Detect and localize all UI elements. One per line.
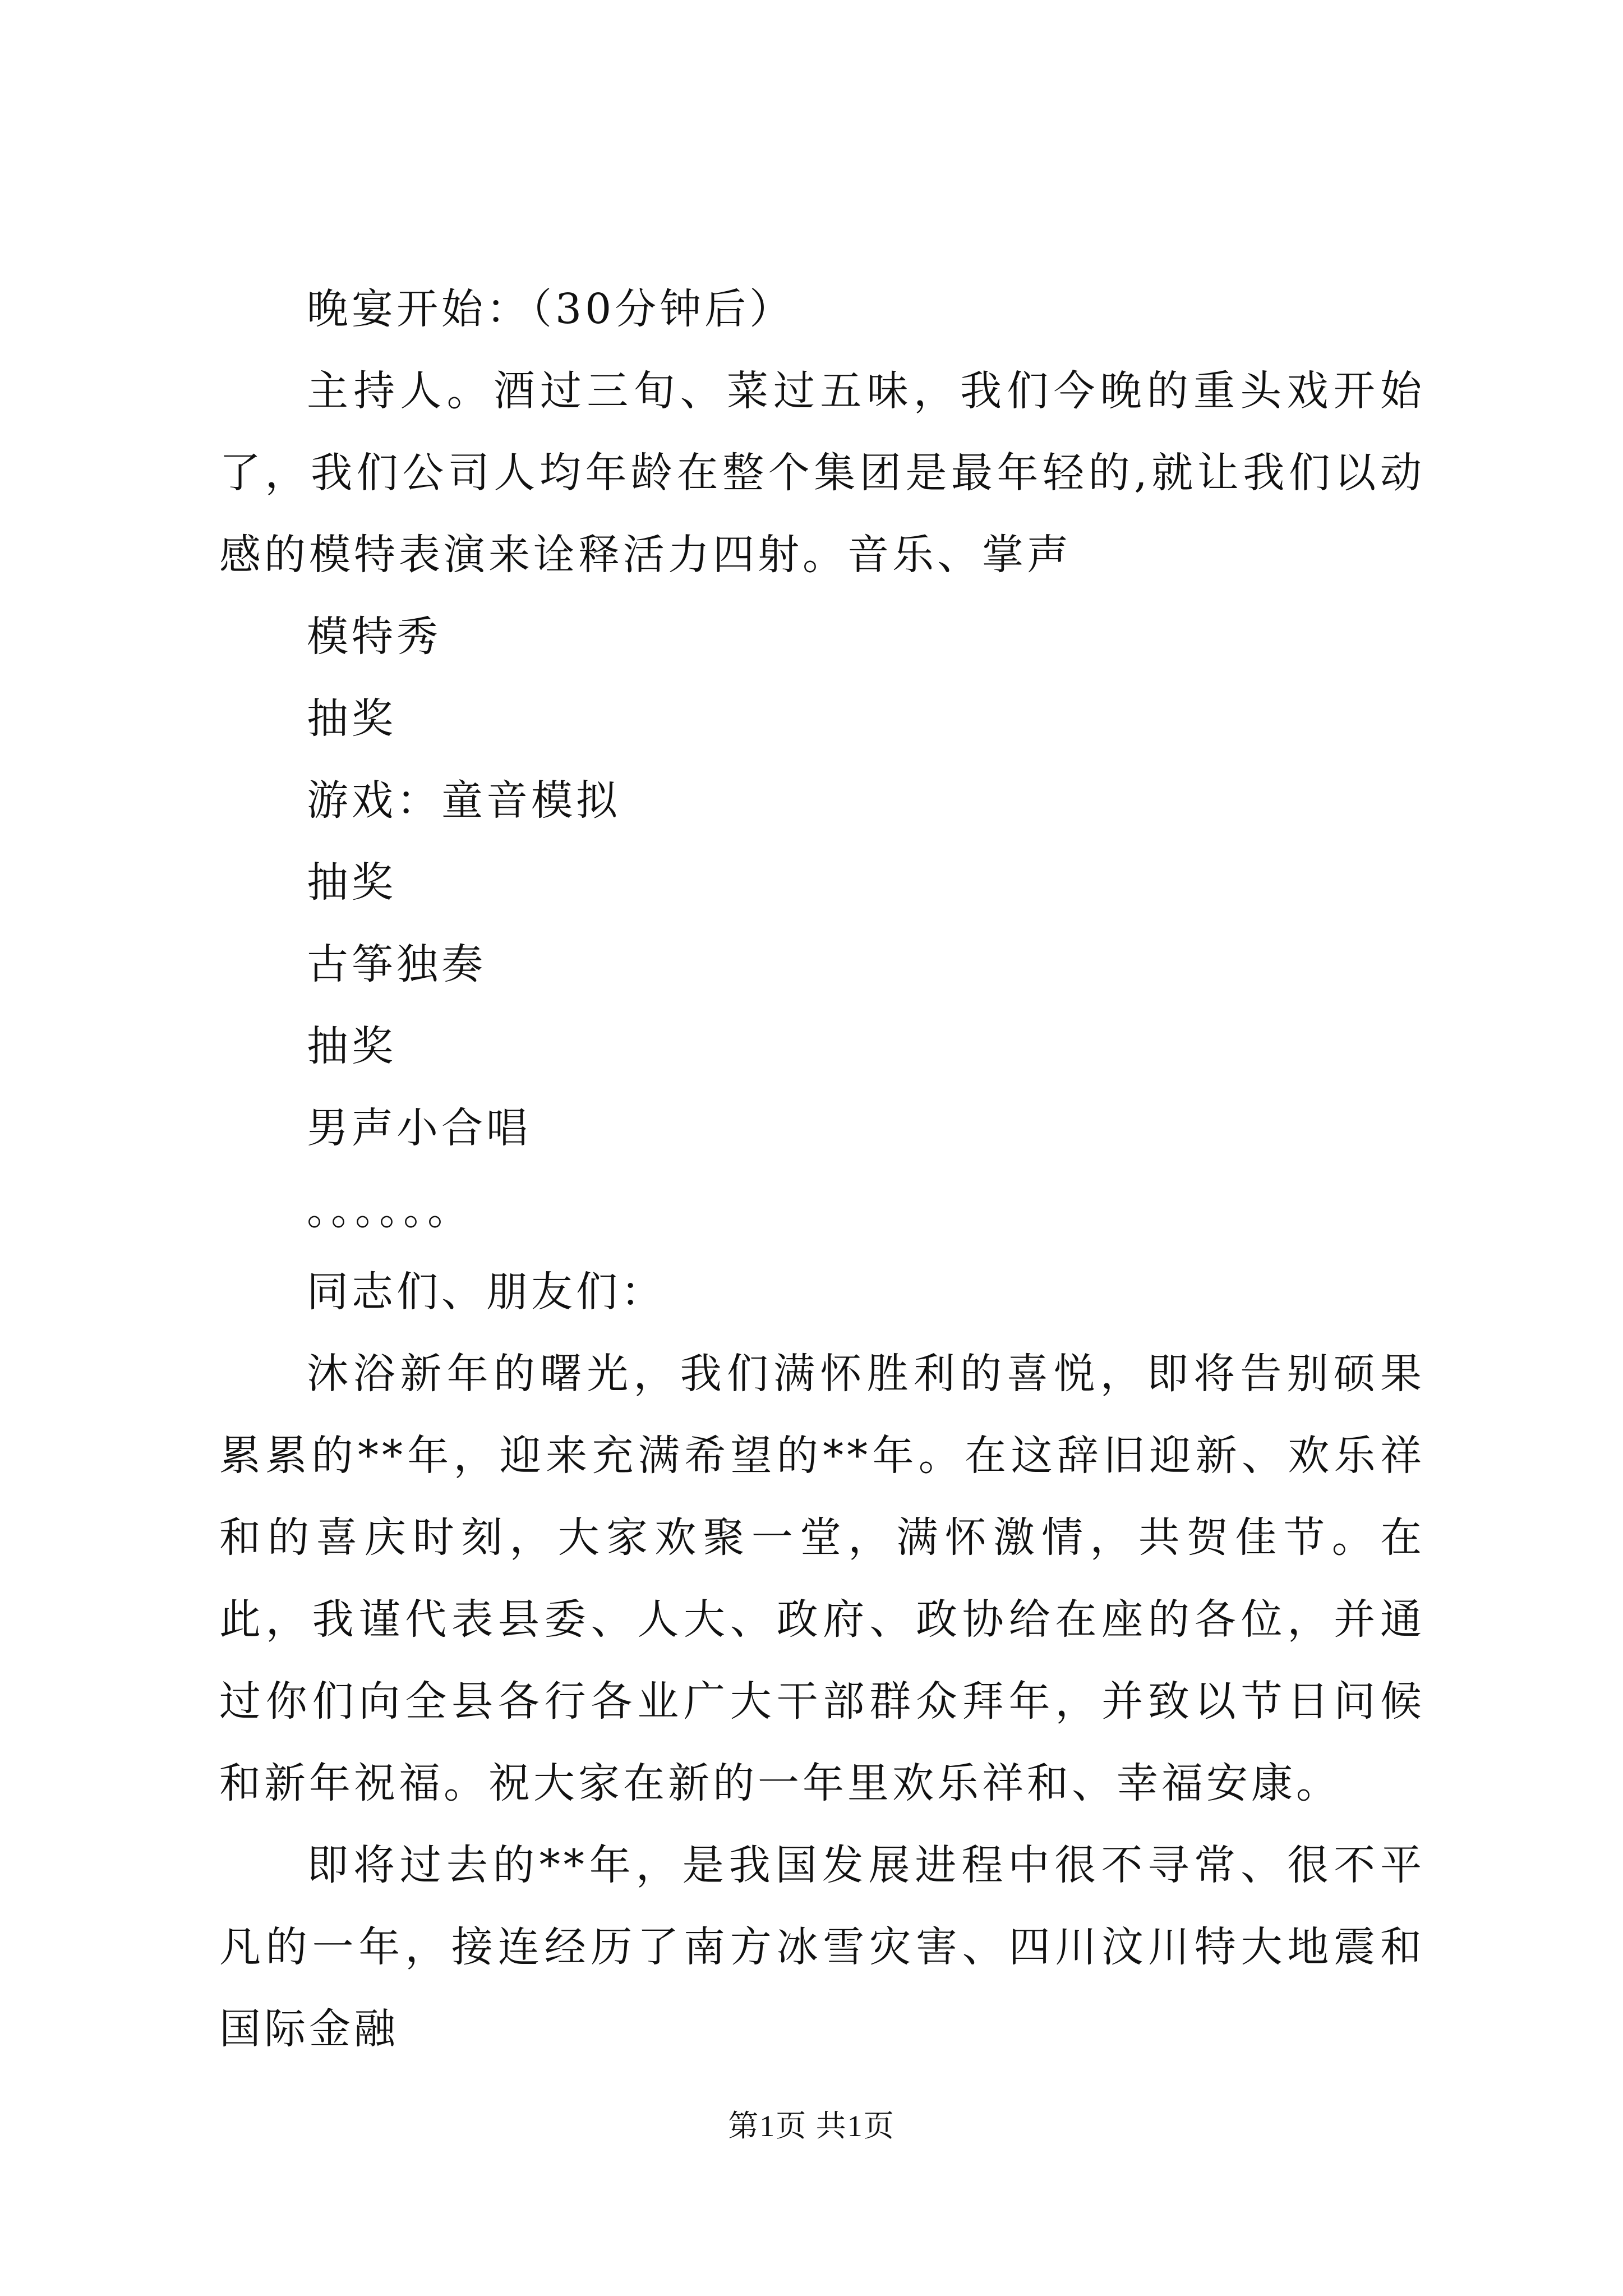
page-footer: 第1页 共1页 — [728, 2109, 895, 2143]
host-paragraph: 主持人。酒过三旬、菜过五味，我们今晚的重头戏开始了，我们公司人均年龄在整个集团是最年轻的,就让我们以动感的模特表演来诠释活力四射。音乐、掌声 — [219, 367, 1425, 579]
document-body — [219, 268, 1425, 2070]
salutation-line: 同志们、朋友们： — [307, 1268, 666, 1316]
program-item-model-show: 模特秀 — [307, 613, 441, 661]
banquet-start-line: 晚宴开始：（30分钟后） — [307, 285, 795, 333]
past-year-paragraph: 即将过去的**年，是我国发展进程中很不寻常、很不平凡的一年，接连经历了南方冰雪灾害、四川汶川特大地震和国际金融 — [219, 1841, 1425, 2053]
program-item-lottery-3: 抽奖 — [307, 1022, 396, 1070]
ellipsis-line: 。。。。。。 — [307, 1186, 472, 1234]
program-item-lottery-1: 抽奖 — [307, 694, 396, 743]
program-item-game: 游戏：童音模拟 — [307, 776, 621, 825]
new-year-greeting-paragraph: 沐浴新年的曙光，我们满怀胜利的喜悦，即将告别硕果累累的**年，迎来充满希望的**年。在这辞旧迎新、欢乐祥和的喜庆时刻，大家欢聚一堂，满怀激情，共贺佳节。在此，我谨代表县委、人大、政府、政协给在座的各位，并通过你们向全县各行各业广大干部群众拜年，并致以节日问候和新年祝福。祝大家在新的一年里欢乐祥和、幸福安康。 — [219, 1350, 1425, 1807]
program-item-male-chorus: 男声小合唱 — [307, 1104, 531, 1152]
program-item-lottery-2: 抽奖 — [307, 858, 396, 907]
program-item-guzheng: 古筝独奏 — [307, 940, 486, 988]
